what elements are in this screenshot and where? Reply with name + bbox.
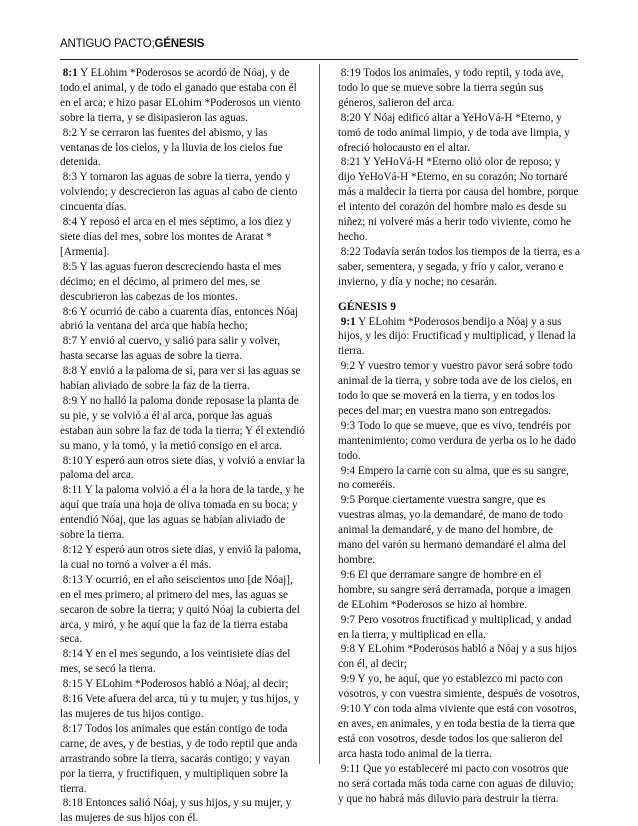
verse: [338, 493, 580, 568]
verse: [338, 155, 580, 244]
verse-text: Y con toda alma viviente que está con vosotros, en aves, en animales, y en toda bestia de la tierra que está con vosotros, desde todos los que salieron del arca hasta todo animal de la tierra.: [338, 703, 577, 760]
verse-text: Y no halló la paloma donde reposase la planta de su pie, y se volvió a él al arca, porque las aguas estaban aun sobre la faz de toda la tierra; Y él extendió su mano, y la tomó, y la metió consigo en el arca.: [60, 394, 305, 452]
verse-number: 8:22: [340, 245, 361, 258]
header-rule: [60, 59, 578, 60]
verse-text: Y tornaron las aguas de sobre la tierra, yendo y volviendo; y descrecieron las aguas al cabo de ciento cincuenta días.: [60, 171, 298, 214]
verse: [60, 260, 305, 305]
verse-text: Y esperó aun otros siete días, y volvió a enviar la paloma del arca.: [60, 454, 305, 482]
book-title: GÉNESIS: [154, 38, 205, 50]
book-label: ANTIGUO PACTO;: [60, 38, 155, 50]
verse: [338, 359, 580, 419]
verse-number: 8:2: [62, 126, 78, 139]
verse-number: 8:13: [62, 573, 83, 586]
verse-text: El que derramare sangre de hombre en el hombre, su sangre será derramada, porque a imagen de ELohim *Poderosos se hizo al hombre.: [338, 568, 571, 611]
verse-text: Y la paloma volvió a él a la hora de la tarde, y he aquí que traía una hoja de oliva tomada en su boca; y entendió Nóaj, que las aguas se habían aliviado de sobre la tierra.: [60, 484, 305, 542]
verse-text: Todos los animales, y todo reptil, y toda ave, todo lo que se mueve sobre la tierra según sus géneros, salieron del arca.: [338, 67, 564, 109]
verse: [60, 170, 305, 215]
verse: [60, 692, 305, 722]
verse: [338, 642, 580, 672]
verse: [338, 315, 580, 360]
verse-number: 8:1: [62, 67, 78, 79]
verse: [60, 677, 305, 692]
verse: [60, 215, 305, 260]
verse-number: 8:15: [62, 678, 83, 691]
verse-text: Vete afuera del arca, tú y tu mujer, y tus hijos, y las mujeres de tus hijos contigo.: [60, 693, 300, 720]
verse: [338, 111, 580, 156]
verse-number: 8:17: [62, 722, 83, 735]
verse-text: Y ELohim *Poderosos bendijo a Nóaj y a sus hijos, y les dijo: Fructificad y multiplicad, y llenad la tierra.: [338, 315, 576, 358]
verse-number: 8:4: [62, 216, 78, 229]
verse: [60, 573, 305, 648]
verse: [338, 245, 580, 290]
verse: [60, 483, 305, 543]
verse-text: Y ELohim *Poderosos habló a Nóaj, al decir;: [82, 678, 289, 691]
verse-number: 9:8: [340, 643, 356, 656]
verse: [60, 722, 305, 797]
verse-number: 8:3: [62, 171, 78, 184]
verse: [60, 543, 305, 573]
verse-number: 8:5: [62, 260, 78, 273]
verse: [60, 126, 305, 171]
verse: [60, 66, 305, 126]
verse: [60, 364, 305, 394]
verse-text: Todos los animales que están contigo de toda carne, de aves, y de bestias, y de todo reptil que anda arrastrando sobre la tierra, sacarás contigo; y vayan por la tierra, y fructifiquen, y multipliquen sobre la tierra.: [60, 722, 298, 795]
verse-text: Y vuestro temor y vuestro pavor será sobre todo animal de la tierra, y sobre toda ave de los cielos, en todo lo que se moverá en la tierra, y en todos los peces del mar; en vuestra mano son entregados.: [338, 360, 573, 417]
page-header: [60, 38, 204, 50]
verse-number: 8:12: [62, 544, 83, 556]
verse-number: 9:11: [340, 762, 361, 775]
verse-number: 9:10: [340, 703, 361, 716]
right-column: [338, 66, 580, 806]
verse-text: Todo lo que se mueve, que es vivo, tendréis por mantenimiento; como verdura de yerba os lo he dado todo.: [338, 419, 576, 462]
verse: [338, 419, 580, 464]
verse-number: 8:11: [62, 484, 83, 497]
verse: [60, 796, 305, 826]
verse: [338, 464, 580, 494]
verse-number: 8:19: [340, 67, 361, 79]
verse-text: Entonces salió Nóaj, y sus hijos, y su mujer, y las mujeres de sus hijos con él.: [60, 797, 292, 825]
verse-text: Y yo, he aquí, que yo establezco mi pacto con vosotros, y con vuestra simiente, después de vosotros,: [338, 673, 580, 701]
verse-number: 8:10: [62, 454, 83, 467]
verse-number: 9:2: [340, 360, 356, 373]
verse-number: 9:3: [340, 419, 356, 432]
column-divider: [319, 64, 320, 764]
verse-number: 9:6: [340, 568, 356, 581]
verse: [60, 454, 305, 484]
verse-text: Y envió al cuervo, y salió para salir y volver, hasta secarse las aguas de sobre la tierra.: [60, 335, 281, 363]
verse-number: 9:9: [340, 673, 356, 686]
verse-number: 8:9: [62, 394, 78, 407]
verse: [338, 66, 580, 111]
verse-text: Y ocurrió, en el año seiscientos uno [de Nóaj], en el mes primero, al primero del mes, las aguas se secaron de sobre la tierra; y quitó Nóaj la cubierta del arca, y miró, y he aquí que la faz de la tierra estaba seca.: [60, 573, 300, 646]
verse-text: Y esperó aun otros siete días, y envió la paloma, la cual no tornó a volver a él más.: [60, 544, 302, 571]
verse-text: Pero vosotros fructificad y multiplicad, y andad en la tierra, y multiplicad en ella.: [338, 613, 572, 641]
verse: [338, 613, 580, 643]
verse: [338, 672, 580, 702]
verse-number: 9:4: [340, 464, 356, 477]
verse-number: 8:20: [340, 111, 361, 124]
verse-text: Que yo estableceré mi pacto con vosotros que no será cortada más toda carne con aguas de diluvio; y que no habrá más diluvio para destruir la tierra.: [338, 762, 574, 805]
verse-number: 8:7: [62, 335, 78, 348]
verse-text: Y en el mes segundo, a los veintisiete días del mes, se secó la tierra.: [60, 648, 291, 676]
verse-number: 8:14: [62, 648, 83, 661]
chapter-heading: GÉNESIS 9: [338, 300, 396, 313]
verse-number: 8:16: [62, 693, 83, 706]
verse-number: 8:21: [340, 156, 361, 169]
verse-text: Y ocurrió de cabo a cuarenta días, entonces Nóaj abrió la ventana del arca que había hecho;: [60, 305, 299, 333]
verse-text: Y ELohim *Poderosos habló a Nóaj y a sus hijos con él, al decir;: [338, 643, 577, 671]
verse-number: 9:7: [340, 613, 356, 626]
left-column: [60, 66, 305, 826]
verse-number: 9:5: [340, 494, 356, 507]
verse-text: Porque ciertamente vuestra sangre, que es vuestras almas, yo la demandaré, de mano de todo animal la demandaré, y de mano del hombre, de mano del varón su hermano demandaré el alma del hombre.: [338, 494, 567, 566]
chapter9-verses: [338, 315, 580, 807]
verse-number: 8:8: [62, 365, 78, 378]
verse-number: 8:18: [62, 797, 83, 810]
verse-text: Y envió a la paloma de sí, para ver si las aguas se habían aliviado de sobre la faz de la tierra.: [60, 365, 301, 393]
verse: [60, 305, 305, 335]
verse: [338, 762, 580, 807]
verse-text: Y Nóaj edificó altar a YeHoVá-H *Eterno, y tomó de todo animal limpio, y de toda ave limpia, y ofreció holocausto en el altar.: [338, 111, 570, 154]
chapter8-continuation: [338, 66, 580, 290]
verse: [60, 647, 305, 677]
verse-number: 8:6: [62, 305, 78, 318]
verse-text: Todavía serán todos los tiempos de la tierra, es a saber, sementera, y segada, y frío y calor, verano e invierno, y día y noche; no cesarán.: [338, 245, 580, 288]
verse-text: Empero la carne con su alma, que es su sangre, no comeréis.: [338, 464, 569, 492]
verse: [60, 334, 305, 364]
verse: [60, 394, 305, 454]
verse-text: Y ELohim *Poderosos se acordó de Nóaj, y de todo el animal, y de todo el ganado que estaba con él en el arca; e hizo pasar ELohim *Poderosos un viento sobre la tierra, y se disipasieron las aguas.: [60, 67, 301, 124]
verse-text: Y se cerraron las fuentes del abismo, y las ventanas de los cielos, y la lluvia de los cielos fue detenida.: [60, 126, 283, 169]
verse-text: Y las aguas fueron descreciendo hasta el mes décimo; en el décimo, al primero del mes, se descubrieron las cabezas de los montes.: [60, 260, 282, 303]
verse-text: Y YeHoVá-H *Eterno olió olor de reposo; y dijo YeHoVá-H *Eterno, en su corazón; No tornaré más a maldecir la tierra por causa del hombre, porque el intento del corazón del hombre malo es desde su niñez; ni volveré más a herir todo viviente, como he hecho.: [338, 156, 579, 243]
verse-text: Y reposó el arca en el mes séptimo, a los diez y siete días del mes, sobre los montes de Ararat *[Armenia].: [60, 216, 292, 258]
verse: [338, 702, 580, 762]
verse-number: 9:1: [340, 315, 356, 328]
verse: [338, 568, 580, 613]
